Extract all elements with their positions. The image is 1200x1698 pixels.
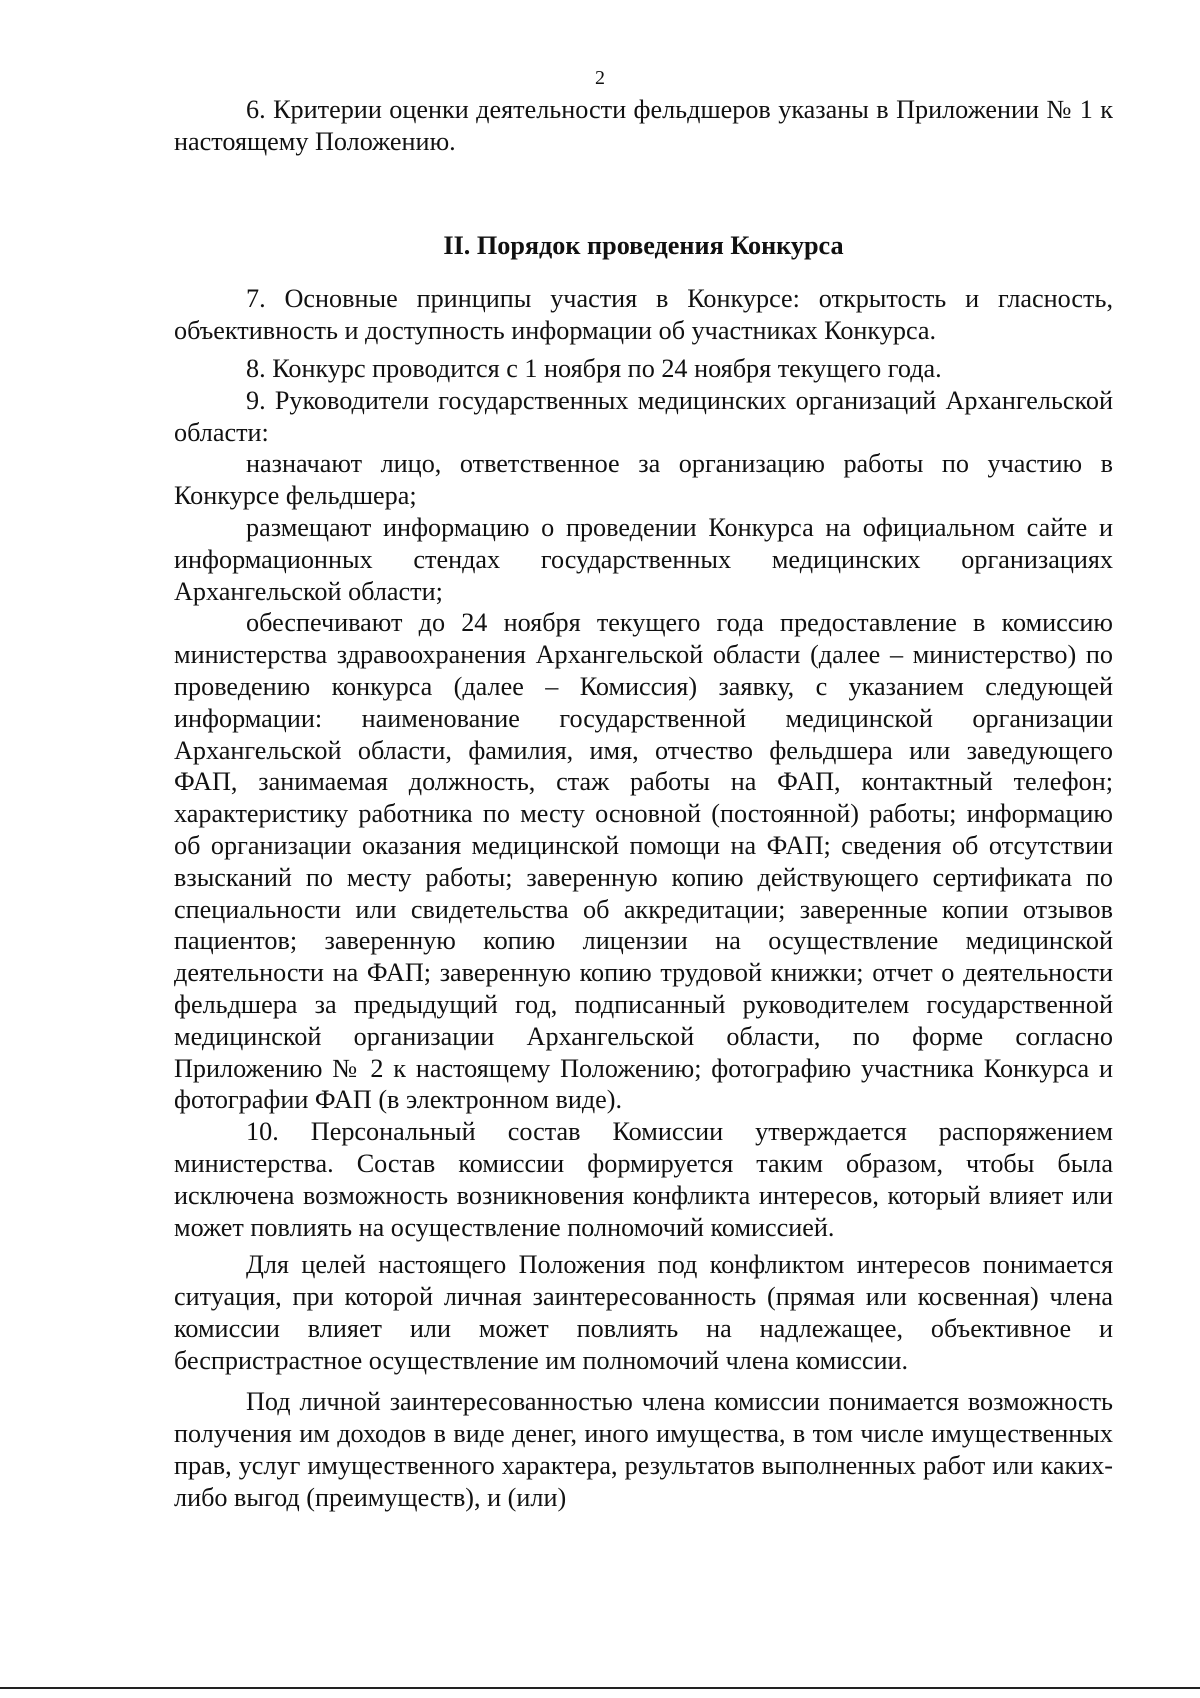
paragraph-item-6: 6. Критерии оценки деятельности фельдшеров указаны в Приложении № 1 к настоящему Положению.	[174, 95, 1113, 156]
paragraph-item-9-a: назначают лицо, ответственное за организацию работы по участию в Конкурсе фельдшера;	[174, 449, 1113, 511]
paragraph-personal-interest: Под личной заинтересованностью члена комиссии понимается возможность получения им доходов в виде денег, иного имущества, в том числе имущественных прав, услуг имущественного характера, результатов выполненных работ или каких-либо выгод (преимуществ), и (или)	[174, 1387, 1113, 1512]
section-heading: II. Порядок проведения Конкурса	[443, 230, 844, 260]
paragraph-conflict-definition: Для целей настоящего Положения под конфликтом интересов понимается ситуация, при которой личная заинтересованность (прямая или косвенная) члена комиссии влияет или может повлиять на надлежащее, объективное и беспристрастное осуществление им полномочий члена комиссии.	[174, 1250, 1113, 1375]
paragraph-item-9-c: обеспечивают до 24 ноября текущего года предоставление в комиссию министерства здравоохранения Архангельской области (далее – министерство) по проведению конкурса (далее – Комиссия) заявку, с указанием следующей информации: наименование государственной медицинской организации Архангельской области, фамилия, имя, отчество фельдшера или заведующего ФАП, занимаемая должность, стаж работы на ФАП, контактный телефон; характеристику работника по месту основной (постоянной) работы; информацию об организации оказания медицинской помощи на ФАП; сведения об отсутствии взысканий по месту работы; заверенную копию действующего сертификата по специальности или свидетельства об аккредитации; заверенные копии отзывов пациентов; заверенную копию лицензии на осуществление медицинской деятельности на ФАП; заверенную копию трудовой книжки; отчет о деятельности фельдшера за предыдущий год, подписанный руководителем государственной медицинской организации Архангельской области, по форме согласно Приложению № 2 к настоящему Положению; фотографию участника Конкурса и фотографии ФАП (в электронном виде).	[174, 608, 1113, 1115]
paragraph-item-9-intro: 9. Руководители государственных медицинских организаций Архангельской области:	[174, 385, 1113, 447]
page-number: 2	[595, 67, 605, 89]
bottom-divider-line	[0, 1687, 1200, 1689]
document-body	[174, 94, 1113, 1514]
paragraph-item-8: 8. Конкурс проводится с 1 ноября по 24 ноября текущего года.	[246, 353, 942, 383]
paragraph-item-7: 7. Основные принципы участия в Конкурсе: открытость и гласность, объективность и доступность информации об участниках Конкурса.	[174, 284, 1113, 346]
paragraph-item-9-b: размещают информацию о проведении Конкурса на официальном сайте и информационных стендах государственных медицинских организациях Архангельской области;	[174, 512, 1113, 606]
paragraph-item-10: 10. Персональный состав Комиссии утверждается распоряжением министерства. Состав комиссии формируется таким образом, чтобы была исключена возможность возникновения конфликта интересов, который влияет или может повлиять на осуществление полномочий комиссией.	[174, 1117, 1113, 1242]
